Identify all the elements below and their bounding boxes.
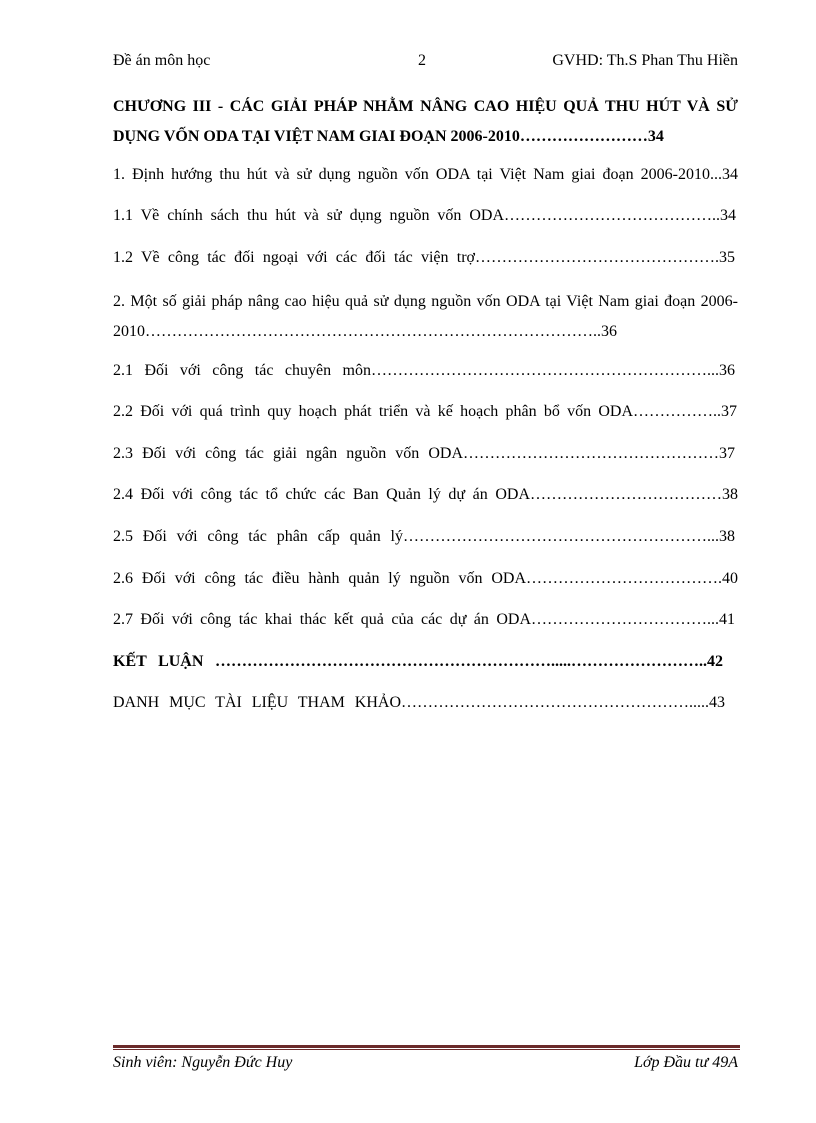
toc-section-2-5[interactable]: 2.5 Đối với công tác phân cấp quản lý…………………………………………………...38 (113, 528, 735, 545)
toc-section-1-2[interactable]: 1.2 Về công tác đối ngoại với các đối tác viện trợ……………………………………….35 (113, 249, 735, 266)
toc-conclusion[interactable]: KẾT LUẬN ……………………………………………………….....……………………..42 (113, 653, 723, 670)
toc-section-2-1[interactable]: 2.1 Đối với công tác chuyên môn………………………………………………………...36 (113, 362, 735, 379)
toc-section-2-6[interactable]: 2.6 Đối với công tác điều hành quản lý nguồn vốn ODA……………………………….40 (113, 570, 738, 587)
course-title: Đề án môn học (113, 52, 211, 69)
page-number: 2 (418, 52, 426, 69)
toc-section-2[interactable]: 2. Một số giải pháp nâng cao hiệu quả sử dụng nguồn vốn ODA tại Việt Nam giai đoạn 2006-2010…………………………………………………………………………..36 (113, 293, 738, 340)
supervisor-name: GVHD: Th.S Phan Thu Hiền (552, 52, 738, 69)
student-name: Sinh viên: Nguyễn Đức Huy (113, 1054, 293, 1071)
page-footer (113, 1054, 738, 1076)
toc-chapter-3[interactable]: CHƯƠNG III - CÁC GIẢI PHÁP NHẰM NÂNG CAO HIỆU QUẢ THU HÚT VÀ SỬ DỤNG VỐN ODA TẠI VIỆT NAM GIAI ĐOẠN 2006-2010……………………34 (113, 98, 738, 145)
toc-section-2-7[interactable]: 2.7 Đối với công tác khai thác kết quả của các dự án ODA……………………………...41 (113, 611, 735, 628)
toc-section-1-1[interactable]: 1.1 Về chính sách thu hút và sử dụng nguồn vốn ODA…………………………………..34 (113, 207, 736, 224)
toc-section-1[interactable]: 1. Định hướng thu hút và sử dụng nguồn vốn ODA tại Việt Nam giai đoạn 2006-2010...34 (113, 166, 738, 183)
toc-references[interactable]: DANH MỤC TÀI LIỆU THAM KHẢO……………………………………………….....43 (113, 694, 725, 711)
toc-section-2-2[interactable]: 2.2 Đối với quá trình quy hoạch phát triển và kế hoạch phân bổ vốn ODA……………..37 (113, 403, 737, 420)
toc-section-2-3[interactable]: 2.3 Đối với công tác giải ngân nguồn vốn ODA…………………………………………37 (113, 445, 735, 462)
page-header (113, 52, 738, 74)
footer-divider (113, 1045, 740, 1050)
class-name: Lớp Đầu tư 49A (634, 1054, 738, 1071)
toc-section-2-4[interactable]: 2.4 Đối với công tác tổ chức các Ban Quản lý dự án ODA………………………………38 (113, 486, 738, 503)
